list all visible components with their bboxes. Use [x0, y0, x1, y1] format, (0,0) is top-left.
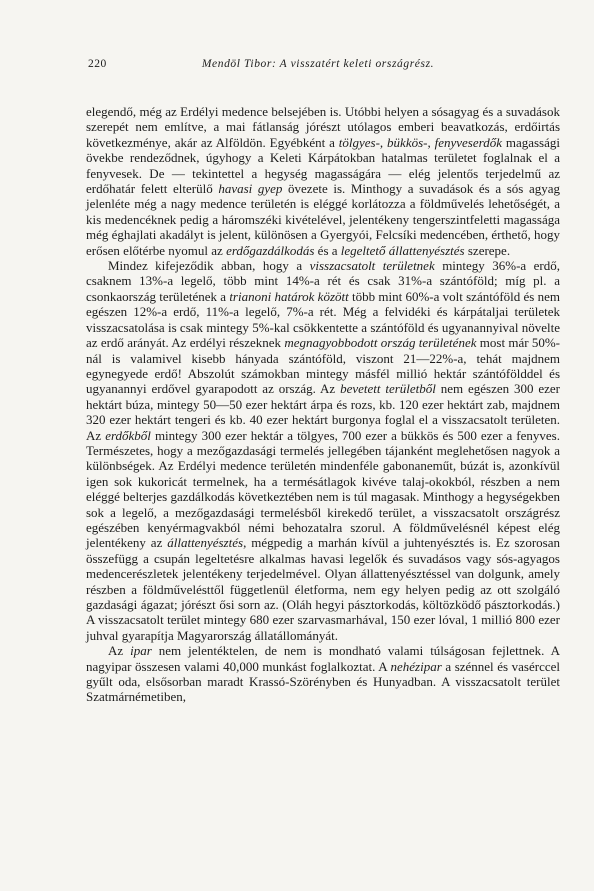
italic-phrase: erdőkből [105, 427, 151, 443]
italic-phrase: bevetett területből [340, 381, 436, 397]
page-number: 220 [88, 58, 107, 70]
italic-phrase: erdőgazdálkodás [226, 242, 315, 258]
text-run: mintegy 300 ezer hektár a tölgyes, 700 ezer a bükkös és 500 ezer a fenyves. Természetes, hogy a mezőgazdasági termelés jellegében tájanként meglehetősen nagyok a különbségek. Az Erdélyi medence területén mindenféle gabonaneműt, búzát is, azonkívül igen sok kukoricát termelnek, ha a termésátlagok kivéve talaj-okokból, részben a nem eléggé belterjes gazdálkodás következtében nem is túl magasak. Minthogy a hegységekben sok a legelő, a mezőgazdasági termelésből kirekedő terület, a visszacsatolt országrész egészében kenyérmagvakból némi behozatalra szorul. A földművelésnél képest elég jelentékeny az [86, 427, 560, 551]
text-run: nem jelentéktelen, de nem is mondható valami túlságosan fejlettnek. A nagyipar összesen valami 40,000 munkást foglalkoztat. A [86, 643, 560, 674]
paragraph [86, 104, 560, 258]
text-run: elegendő, még az Erdélyi medence belsejében is. Utóbbi helyen a sósagyag és a suvadások szerepét nem említve, a mai fátlanság jórészt utólagos emberi beavatkozás, erdőirtás következménye, akár az Alföldön. Egyébként a [86, 104, 560, 150]
paragraph [86, 643, 560, 705]
text-run: , mégpedig a marhán kívül a juhtenyésztés is. Ez szorosan összefügg a csupán legeltetésre alkalmas havasi legelők és suvadásos vagy sós-agyagos medencerészletek jelentékeny terjedelmével. Olyan állattenyésztéssel van dolgunk, amely részben a földművelésttől függetlenül életforma, nem egy helyen pedig az ott szolgáló gazdasági ágazat; jórészt ősi sorn az. (Oláh hegyi pásztorkodás, költözködő pásztorkodás.) A visszacsatolt terület mintegy 680 ezer szarvasmarhával, 150 ezer lóval, 1 millió 800 ezer juhval gyarapítja Magyarország állatállományát. [86, 535, 560, 643]
text-run: szerepe. [464, 242, 511, 258]
body-text [86, 104, 560, 705]
italic-phrase: legeltető állattenyésztés [340, 242, 465, 258]
italic-phrase: havasi gyep [218, 181, 283, 197]
text-run: több mint 60%-a volt szántóföld és nem egészen 12%-a erdő, 11%-a legelő, 7%-a rét. Még a felvidéki és kárpátaljai területek visszacsatolása is csak mintegy 5%-kal csökkentette a szántóföld és ugyanannyival növelte az erdő arányát. Az erdélyi részeknek [86, 288, 560, 351]
text-run: Mindez kifejeződik abban, hogy a [108, 258, 310, 274]
running-title: Mendöl Tibor: A visszatért keleti országrész. [201, 58, 435, 70]
italic-phrase: tölgyes-, bükkös-, fenyveserdők [338, 134, 502, 150]
text-run: nem egészen 300 ezer hektárt búza, mintegy 50—50 ezer hektárt árpa és rozs, kb. 120 ezer hektárt zab, majdnem 320 ezer hektárt tengeri és kb. 40 ezer hektárt burgonya foglal el a visszacsatolt területen. Az [86, 381, 560, 443]
italic-phrase: megnagyobbodott ország területének [284, 335, 477, 351]
text-run: övezete is. Minthogy a suvadások és a sós agyag jelenléte még a nagy medence területén is eléggé korlátozza a földművelés lehetőségét, a kis medencéknek pedig a háromszéki kivételével, jelentékeny tengerszintfeletti magassága még éghajlati akadályt is jelent, különösen a Gyergyói, Felcsíki medencében, érthető, hogy erősen előtérbe nyomul az [86, 181, 560, 258]
italic-phrase: ipar [130, 643, 152, 659]
italic-phrase: állattenyésztés [167, 535, 244, 551]
italic-phrase: nehézipar [390, 658, 442, 674]
page-header [0, 56, 594, 72]
text-run: most már 50%-nál is valamivel kisebb hányada szántóföld, viszont 21—22%-a, tehát majdnem egynegyede erdő! Abszolút számokban mintegy másfél millió hektár szántófölddel és ugyanannyi erdővel gyarapodott az ország. Az [86, 335, 560, 397]
text-run: mintegy 36%-a erdő, csaknem 13%-a legelő, több mint 14%-a rét és csak 31%-a szántóföld; míg pl. a csonkaország területének a [86, 258, 561, 304]
text-run: Az [108, 643, 131, 659]
text-run: a szénnel és vasérccel gyűlt oda, elsősorban maradt Krassó-Szörényben és Hunyadban. A visszacsatolt terület Szatmárnémetiben, [86, 658, 561, 705]
text-run: magassági övekbe rendeződnek, úgyhogy a Keleti Kárpátokban hatalmas területet foglalnak el a fenyvesek. De — tekintettel a hegység magasságára — elég jelentős terjedelmű az erdőhatár felett elterülő [86, 134, 560, 197]
italic-phrase: visszacsatolt területnek [309, 258, 435, 274]
paragraph [86, 258, 560, 643]
text-run: és a [314, 242, 341, 258]
italic-phrase: trianoni határok között [229, 288, 349, 304]
